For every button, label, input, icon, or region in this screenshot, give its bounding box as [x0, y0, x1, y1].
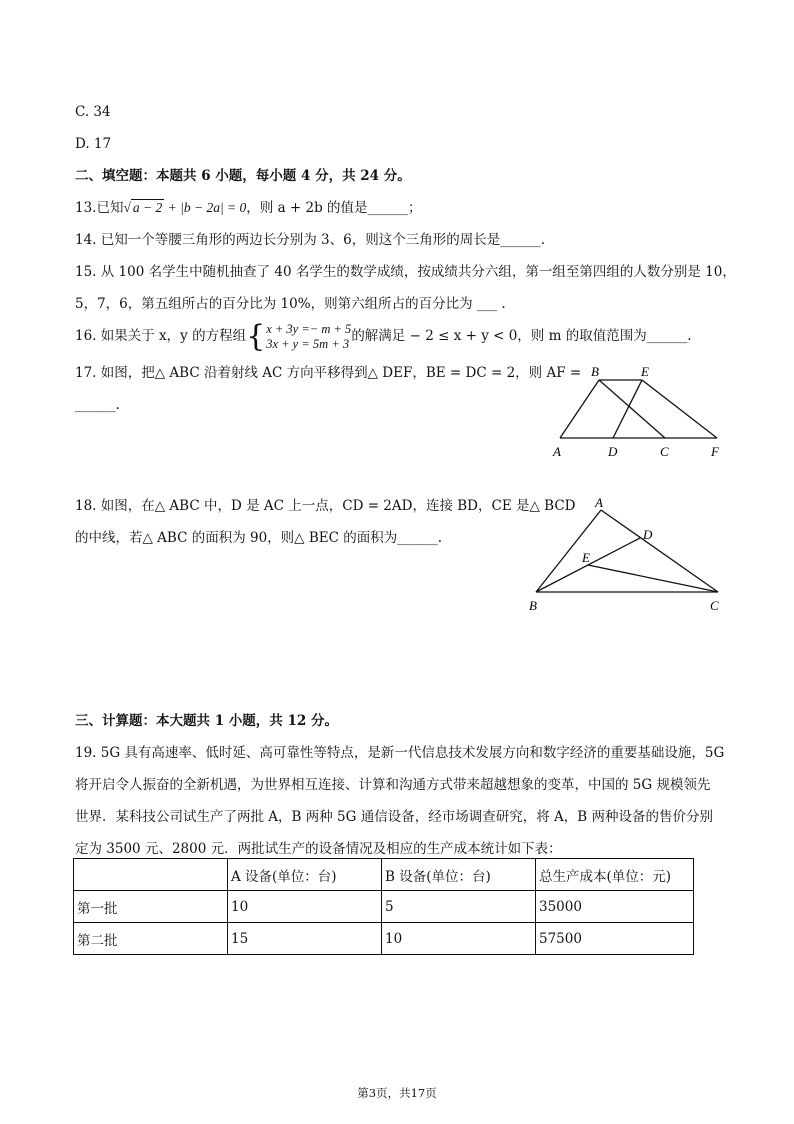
table-header-cell [74, 859, 228, 891]
question-15-line-2: 5，7，6，第五组所占的百分比为 10%，则第六组所占的百分比为 ___ . [75, 296, 506, 312]
section-3-title: 三、计算题：本大题共 1 小题，共 12 分。 [75, 713, 338, 729]
table-row [74, 891, 694, 923]
label-b: B [591, 364, 599, 379]
page-footer: 第3页，共17页 [357, 1086, 437, 1100]
label-a: A [595, 496, 603, 510]
label-d: D [608, 444, 618, 459]
question-13-pre: 已知 [96, 200, 124, 216]
label-e: E [582, 550, 590, 565]
table-cell: 15 [228, 923, 382, 955]
question-14: 14. 已知一个等腰三角形的两边长分别为 3、6，则这个三角形的周长是______. [75, 232, 546, 248]
equation-system [266, 322, 351, 352]
equation-1: x + 3y =− m + 5 [266, 321, 352, 336]
table-header-cell: A 设备(单位：台) [228, 859, 382, 891]
figure-q17 [545, 358, 735, 468]
line-ab [536, 510, 601, 592]
table-cell: 第二批 [74, 923, 228, 955]
question-15-line-1: 15. 从 100 名学生中随机抽查了 40 名学生的数学成绩，按成绩共分六组，第一组至第四组的人数分别是 10， [75, 264, 736, 280]
question-13-post: ，则 a + 2b 的值是______； [246, 200, 422, 216]
table-cell: 5 [382, 891, 536, 923]
table-header-cell: 总生产成本(单位：元) [536, 859, 694, 891]
table-cell: 35000 [536, 891, 694, 923]
label-a: A [553, 444, 561, 459]
line-ab [560, 380, 599, 438]
question-19-line-2: 将开启令人振奋的全新机遇，为世界相互连接、计算和沟通方式带来超越想象的变革，中国的 5G 规模领先 [75, 777, 711, 793]
line-ef [642, 380, 717, 438]
question-13-radicand: a − 2 [132, 200, 163, 215]
section-2-title: 二、填空题：本题共 6 小题，每小题 4 分，共 24 分。 [75, 168, 411, 184]
question-16-post: 的解满足 − 2 ≤ x + y < 0，则 m 的取值范围为______. [351, 328, 692, 344]
question-19-line-3: 世界．某科技公司试生产了两批 A，B 两种 5G 通信设备，经市场调查研究，将 A，B 两种设备的售价分别 [75, 809, 713, 825]
label-b: B [529, 598, 537, 613]
figure-q18 [522, 496, 732, 616]
table-cell: 10 [228, 891, 382, 923]
label-d: D [643, 527, 653, 542]
label-e: E [641, 364, 649, 379]
line-ed [613, 380, 642, 438]
question-13: 13.已知√ a − 2 + |b − 2a| = 0，则 a + 2b 的值是______； [75, 200, 422, 216]
question-17-line-2: ______. [75, 397, 120, 413]
question-16-pre: 16. 如果关于 x，y 的方程组 [75, 328, 247, 344]
table-cell: 第一批 [74, 891, 228, 923]
option-d: D. 17 [75, 136, 112, 152]
question-13-number: 13. [75, 200, 97, 216]
label-f: F [711, 444, 719, 459]
table-cell: 10 [382, 923, 536, 955]
question-16 [75, 318, 691, 354]
question-13-equation: + |b − 2a| = 0 [164, 200, 247, 215]
line-bc [599, 380, 665, 438]
label-c: C [710, 598, 719, 613]
production-cost-table [73, 858, 694, 955]
label-c: C [660, 444, 669, 459]
question-18-line-1: 18. 如图，在△ ABC 中，D 是 AC 上一点，CD = 2AD，连接 BD，CE 是△ BCD [75, 498, 576, 514]
table-header-cell: B 设备(单位：台) [382, 859, 536, 891]
table-cell: 57500 [536, 923, 694, 955]
brace-symbol: { [246, 318, 266, 354]
table-header-row [74, 859, 694, 891]
question-19-line-4: 定为 3500 元、2800 元．两批试生产的设备情况及相应的生产成本统计如下表： [75, 841, 562, 857]
question-18-line-2: 的中线，若△ ABC 的面积为 90，则△ BEC 的面积为______. [75, 530, 443, 546]
question-19-line-1: 19. 5G 具有高速率、低时延、高可靠性等特点，是新一代信息技术发展方向和数字经济的重要基础设施，5G [75, 745, 725, 761]
option-c: C. 34 [75, 104, 111, 120]
equation-2: 3x + y = 5m + 3 [266, 336, 350, 351]
question-17-line-1: 17. 如图，把△ ABC 沿着射线 AC 方向平移得到△ DEF，BE = DC = 2，则 AF = [75, 365, 582, 381]
table-row [74, 923, 694, 955]
